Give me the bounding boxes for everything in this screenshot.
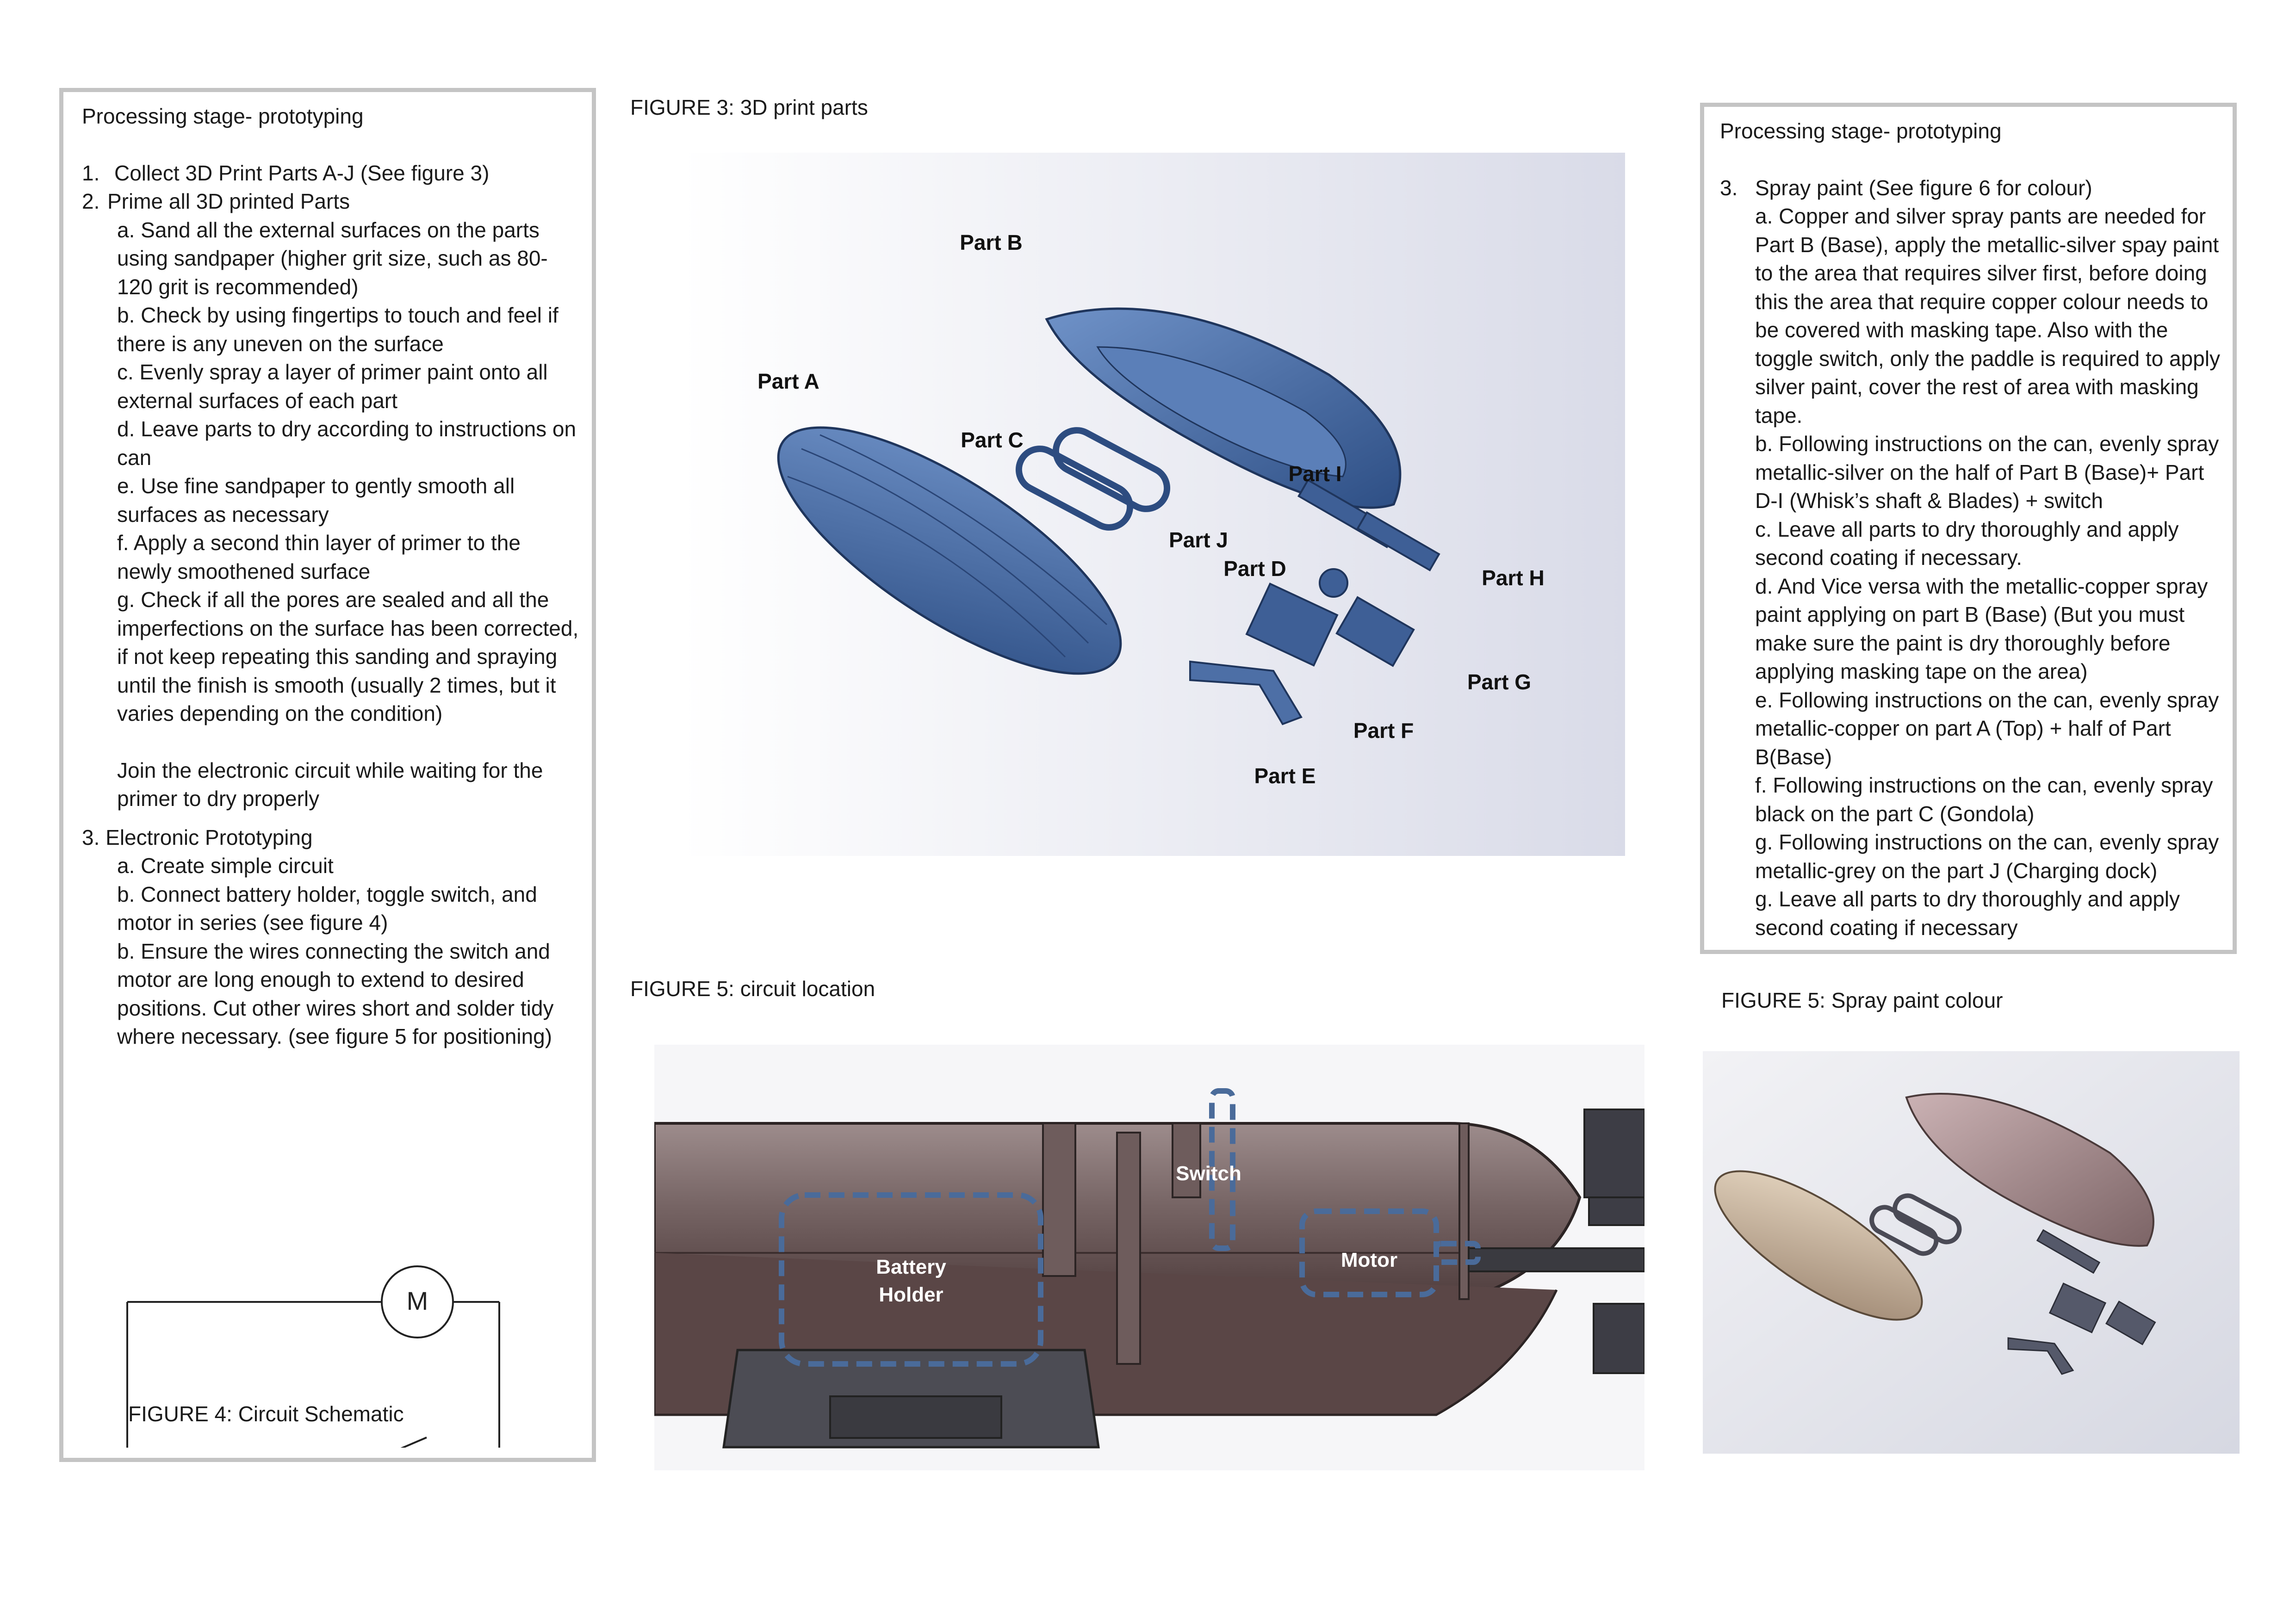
- step1-title: Collect 3D Print Parts A-J: [114, 161, 354, 185]
- spray-item: e. Following instructions on the can, evenly spray metallic-copper on part A (Top) + half of Part B(Base): [1755, 688, 2219, 769]
- label-part-e: Part E: [1254, 764, 1316, 788]
- label-part-j: Part J: [1169, 528, 1228, 552]
- battery-label-line2: Holder: [879, 1283, 943, 1306]
- figure5-circuit-caption: FIGURE 5: circuit location: [630, 977, 875, 1001]
- primer-note: Join the electronic circuit while waiting for the primer to dry properly: [117, 758, 543, 811]
- label-part-d: Part D: [1223, 557, 1286, 581]
- circuit-schematic: [63, 1124, 592, 1448]
- left-panel-title: Processing stage- prototyping: [82, 104, 364, 128]
- spray-item: d. And Vice versa with the metallic-copper spray paint applying on part B (Base) (But you must make sure the paint is dry thoroughly before applying masking tape on the area): [1755, 574, 2208, 683]
- right-panel-content: [1720, 117, 2224, 942]
- figure3-3d-parts: [681, 153, 1625, 856]
- label-part-h: Part H: [1482, 566, 1545, 590]
- label-part-c: Part C: [961, 428, 1024, 452]
- step3-item: b. Ensure the wires connecting the switch and motor are long enough to extend to desired positions. Cut other wires short and solder tidy where necessary. (see figure 5 for positioning): [117, 939, 554, 1048]
- left-instruction-panel: [59, 88, 596, 1462]
- right-panel-title: Processing stage- prototyping: [1720, 119, 2002, 143]
- label-part-a: Part A: [757, 369, 819, 393]
- step2-item: c. Evenly spray a layer of primer paint onto all external surfaces of each part: [117, 360, 548, 413]
- spray-item: b. Following instructions on the can, evenly spray metallic-silver on the half of Part B (Base)+ Part D-I (Whisk’s shaft & Blades) + switch: [1755, 432, 2219, 513]
- spray-item: f. Following instructions on the can, evenly spray black on the part C (Gondola): [1755, 773, 2213, 826]
- step2: 2. Prime all 3D printed Parts: [82, 189, 350, 213]
- figure3-caption: FIGURE 3: 3D print parts: [630, 95, 868, 119]
- right-instruction-panel: [1700, 103, 2237, 954]
- label-part-g: Part G: [1467, 670, 1532, 694]
- step3-title: 3. Electronic Prototyping: [82, 825, 313, 849]
- step3-list: [82, 852, 579, 1051]
- spray-step-ref: (See figure 6 for colour): [1862, 175, 2092, 200]
- spray-item: g. Leave all parts to dry thoroughly and apply second coating if necessary: [1755, 887, 2180, 940]
- step2-item: d. Leave parts to dry according to instructions on can: [117, 417, 577, 470]
- figure4-caption: FIGURE 4: Circuit Schematic: [128, 1402, 404, 1426]
- step1-ref: (See figure 3): [354, 161, 490, 185]
- step2-list: [82, 216, 579, 813]
- step2-item: a. Sand all the external surfaces on the parts using sandpaper (higher grit size, such as 80-120 grit is recommended): [117, 217, 548, 299]
- step3-item: a. Create simple circuit: [117, 854, 334, 878]
- step1: 1. Collect 3D Print Parts A-J (See figure 3): [82, 161, 490, 185]
- spray-item: c. Leave all parts to dry thoroughly and apply second coating if necessary.: [1755, 517, 2179, 570]
- step2-item: g. Check if all the pores are sealed and all the imperfections on the surface has been corrected, if not keep repeating this sanding and spraying until the finish is smooth (usually 2 times, but it varies depending on the condition): [117, 588, 579, 725]
- switch-label: Switch: [1176, 1162, 1241, 1185]
- step3-item: b. Connect battery holder, toggle switch, and motor in series (see figure 4): [117, 882, 537, 935]
- spray-list: [1720, 202, 2224, 942]
- label-part-i: Part I: [1288, 462, 1342, 486]
- spray-step: 3. Spray paint (See figure 6 for colour): [1720, 175, 2092, 200]
- figure6-spray-colour: [1703, 1051, 2240, 1454]
- step2-item: f. Apply a second thin layer of primer to the newly smoothened surface: [117, 531, 521, 583]
- label-part-b: Part B: [960, 230, 1023, 254]
- motor-label: Motor: [1340, 1249, 1398, 1271]
- figure5-circuit-location: [654, 1045, 1644, 1470]
- motor-symbol-label: M: [406, 1286, 428, 1315]
- left-panel-content: [82, 102, 579, 1051]
- label-part-f: Part F: [1353, 719, 1414, 743]
- spray-item: g. Following instructions on the can, evenly spray metallic-grey on the part J (Charging dock): [1755, 830, 2219, 883]
- step2-title: Prime all 3D printed Parts: [107, 189, 350, 213]
- spray-item: a. Copper and silver spray pants are needed for Part B (Base), apply the metallic-silver spay paint to the area that requires silver first, before doing this the area that require copper colour needs to be covered with masking tape. Also with the toggle switch, only the paddle is required to apply silver paint, cover the rest of area with masking tape.: [1755, 204, 2220, 427]
- figure6-caption: FIGURE 5: Spray paint colour: [1721, 988, 2003, 1012]
- battery-label-line1: Battery: [876, 1256, 946, 1278]
- step2-item: e. Use fine sandpaper to gently smooth all surfaces as necessary: [117, 474, 515, 527]
- step2-item: b. Check by using fingertips to touch and feel if there is any uneven on the surface: [117, 303, 558, 356]
- spray-step-title: Spray paint: [1755, 175, 1863, 200]
